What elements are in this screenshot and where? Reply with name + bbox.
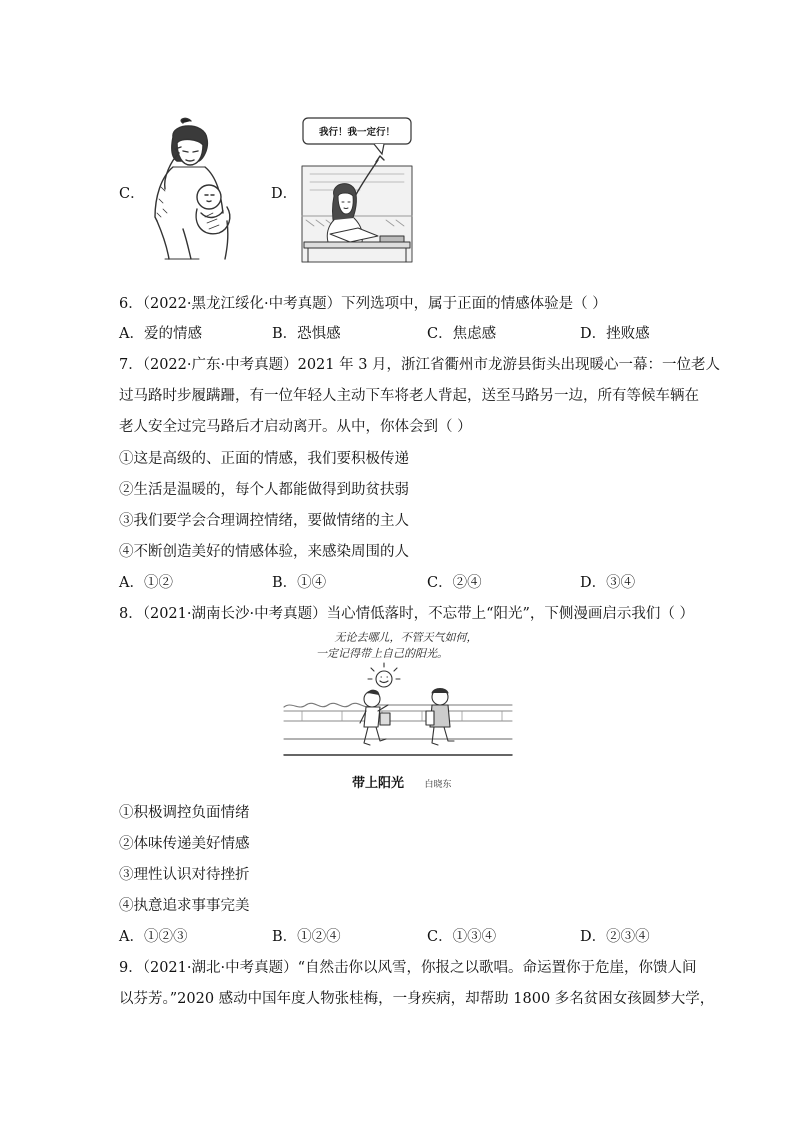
q6-stem: 6．（2022·黑龙江绥化·中考真题）下列选项中，属于正面的情感体验是（ ）	[119, 296, 607, 312]
q8-statement-3: ③理性认识对待挫折	[119, 867, 250, 883]
speech-bubble-text: 我行！我一定行！	[318, 127, 396, 138]
q8-option-a: A．①②③	[119, 929, 188, 945]
q7-option-b: B．①④	[272, 575, 327, 591]
option-c-illustration	[143, 117, 243, 263]
q8-statement-2: ②体味传递美好情感	[119, 836, 250, 852]
q6-option-a: A．爱的情感	[119, 326, 202, 342]
q8-cartoon	[282, 627, 514, 792]
q8-option-c: C．①③④	[427, 929, 497, 945]
option-d-label: D．	[271, 186, 298, 202]
q7-option-d: D．③④	[580, 575, 636, 591]
option-d-illustration	[300, 116, 414, 264]
q7-statement-2: ②生活是温暖的，每个人都能做得到助贫扶弱	[119, 482, 409, 498]
q8-statement-1: ①积极调控负面情绪	[119, 805, 250, 821]
crying-mother-with-baby-image	[143, 117, 243, 263]
q7-stem-line-3: 老人安全过完马路后才启动离开。从中，你体会到（ ）	[119, 419, 472, 435]
q6-option-d: D．挫败感	[580, 326, 650, 342]
q7-statement-1: ①这是高级的、正面的情感，我们要积极传递	[119, 451, 409, 467]
q7-option-a: A．①②	[119, 575, 173, 591]
q8-option-b: B．①②④	[272, 929, 341, 945]
cartoon-title: 带上阳光	[351, 776, 405, 791]
q6-option-b: B．恐惧感	[272, 326, 341, 342]
q7-stem-line-1: 7．（2022·广东·中考真题）2021 年 3 月，浙江省衢州市龙游县街头出现暖心一幕：一位老人	[119, 357, 721, 373]
q6-option-c: C．焦虑感	[427, 326, 497, 342]
q9-stem-line-1: 9．（2021·湖北·中考真题）“自然击你以风雪，你报之以歌唱。命运置你于危崖，你馈人间	[119, 960, 697, 976]
q8-statement-4: ④执意追求事事完美	[119, 898, 250, 914]
q7-statement-3: ③我们要学会合理调控情绪，要做情绪的主人	[119, 513, 409, 529]
q8-option-d: D．②③④	[580, 929, 650, 945]
option-c-label: C．	[119, 186, 145, 202]
q9-stem-line-2: 以芬芳。”2020 感动中国年度人物张桂梅，一身疾病，却帮助 1800 多名贫困女孩圆梦大学，	[119, 991, 715, 1007]
q8-stem: 8．（2021·湖南长沙·中考真题）当心情低落时，不忘带上“阳光”，下侧漫画启示我们（ ）	[119, 606, 695, 622]
q7-stem-line-2: 过马路时步履蹒跚，有一位年轻人主动下车将老人背起，送至马路另一边，所有等候车辆在	[119, 388, 699, 404]
q7-statement-4: ④不断创造美好的情感体验，来感染周围的人	[119, 544, 409, 560]
cartoon-caption-line-1: 无论去哪儿，不管天气如何，	[334, 631, 478, 644]
cartoon-author: 白晓东	[424, 780, 452, 790]
q7-option-c: C．②④	[427, 575, 482, 591]
confident-student-image	[300, 116, 414, 264]
carry-sunshine-cartoon-image	[282, 627, 514, 792]
cartoon-caption-line-2: 一定记得带上自己的阳光。	[316, 647, 448, 660]
